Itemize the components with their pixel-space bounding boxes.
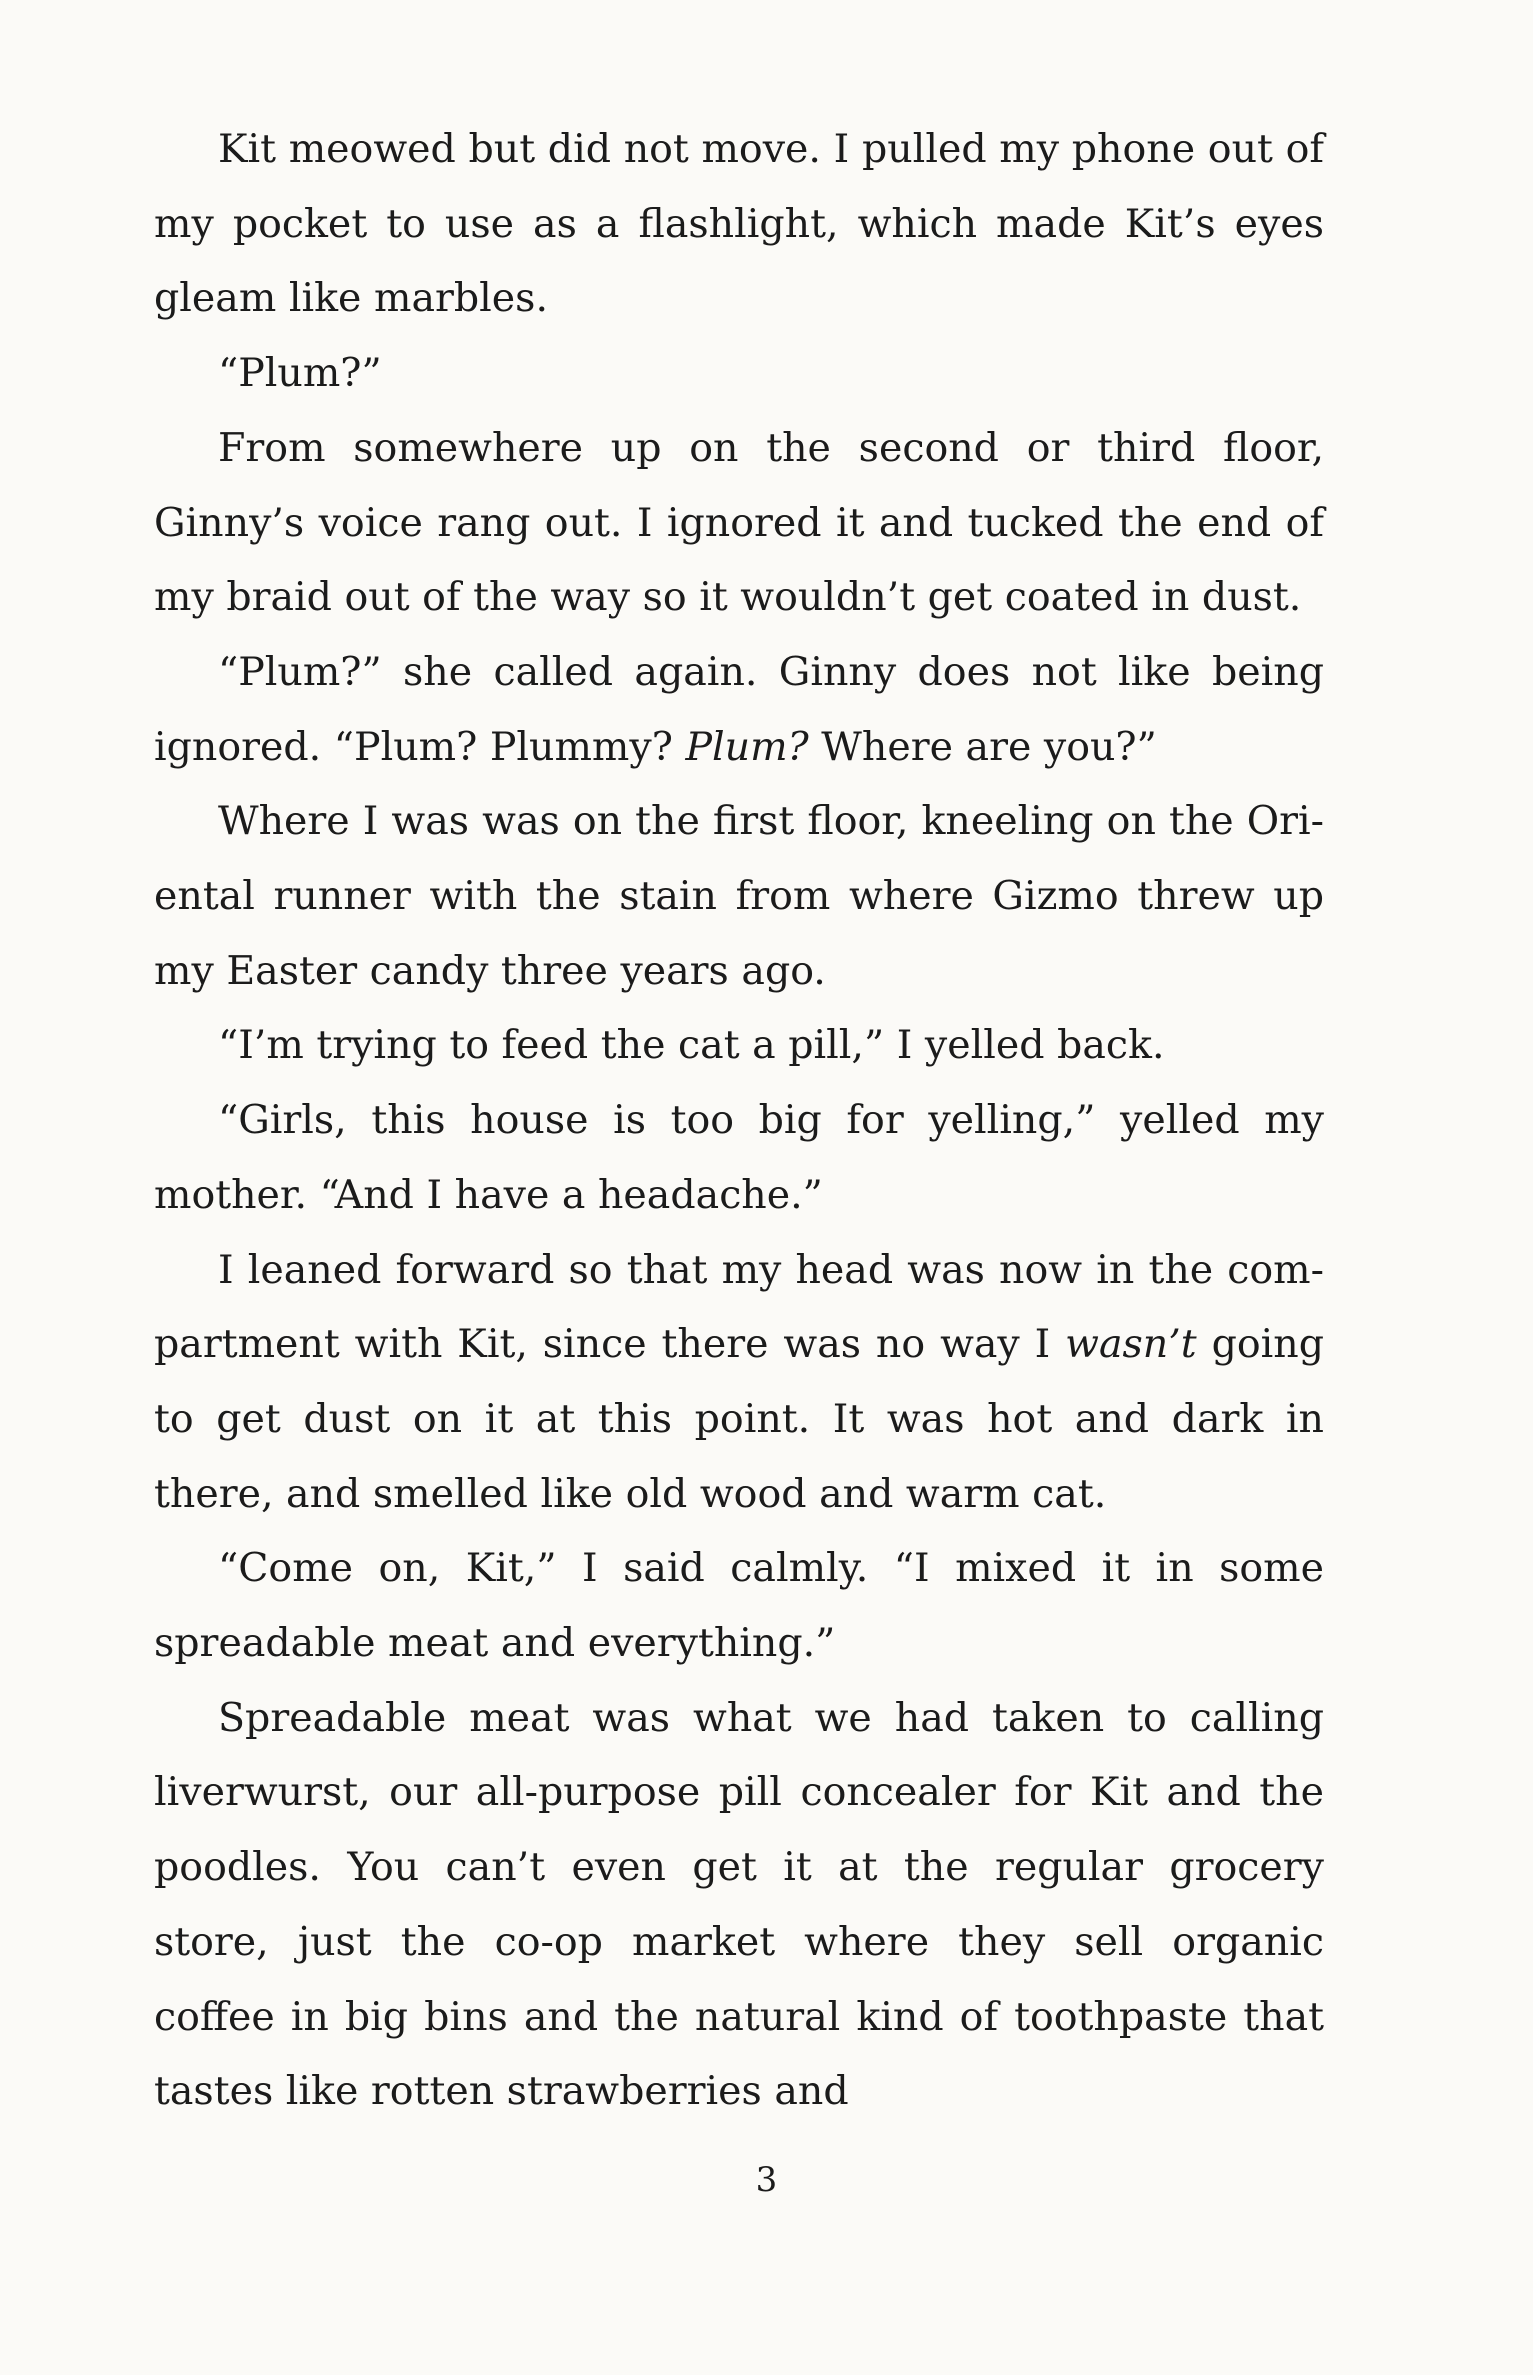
paragraph: [154, 1083, 1324, 1232]
text-run: “I’m trying to feed the cat a pill,” I yelled back.: [218, 1022, 1165, 1069]
text-run: Where I was was on the first floor, kneeling on the Oriental runner with the stain from where Gizmo threw up my Easter candy three years ago.: [154, 798, 1324, 994]
text-run: “Girls, this house is too big for yelling,” yelled my mother. “And I have a headache.”: [154, 1097, 1324, 1218]
text-run: “Come on, Kit,” I said calmly. “I mixed it in some spreadable meat and everything.”: [154, 1545, 1324, 1667]
text-run: From somewhere up on the second or third floor, Ginny’s voice rang out. I ignored it and tucked the end of my braid out of the way so it wouldn’t get coated in dust.: [154, 424, 1324, 621]
text-run: “Plum?”: [218, 350, 382, 397]
paragraph: [154, 635, 1324, 784]
paragraph: [154, 1233, 1324, 1532]
italic-text: Plum?: [685, 723, 809, 770]
text-run: “Plum?” she called again. Ginny does not like being ignored. “Plum? Plummy?: [154, 648, 1324, 770]
page-number: 3: [755, 2160, 778, 2200]
italic-text: wasn’t: [1065, 1321, 1197, 1368]
text-run: going to get dust on it at this point. It was hot and dark in there, and smelled like old wood and warm cat.: [154, 1321, 1325, 1517]
paragraph: [154, 1531, 1324, 1680]
text-run: Spreadable meat was what we had taken to calling liverwurst, our all-purpose pill concealer for Kit and the poodles. You can’t even get it at the regular grocery store, just the co-op market where they sell organic coffee in big bins and the natural kind of toothpaste that tastes like rotten strawberries and: [154, 1694, 1324, 2115]
paragraph: [154, 784, 1324, 1008]
paragraph: [154, 1008, 1324, 1083]
paragraph: [154, 411, 1324, 635]
body-text: [154, 112, 1324, 2129]
text-run: Where are you?”: [808, 723, 1157, 770]
paragraph: [154, 336, 1324, 411]
paragraph: [154, 1681, 1324, 2129]
paragraph: [154, 112, 1324, 336]
text-run: I leaned forward so that my head was now in the compartment with Kit, since there was no way I: [154, 1246, 1324, 1368]
text-run: Kit meowed but did not move. I pulled my phone out of my pocket to use as a flashlight, which made Kit’s eyes gleam like marbles.: [154, 126, 1324, 322]
